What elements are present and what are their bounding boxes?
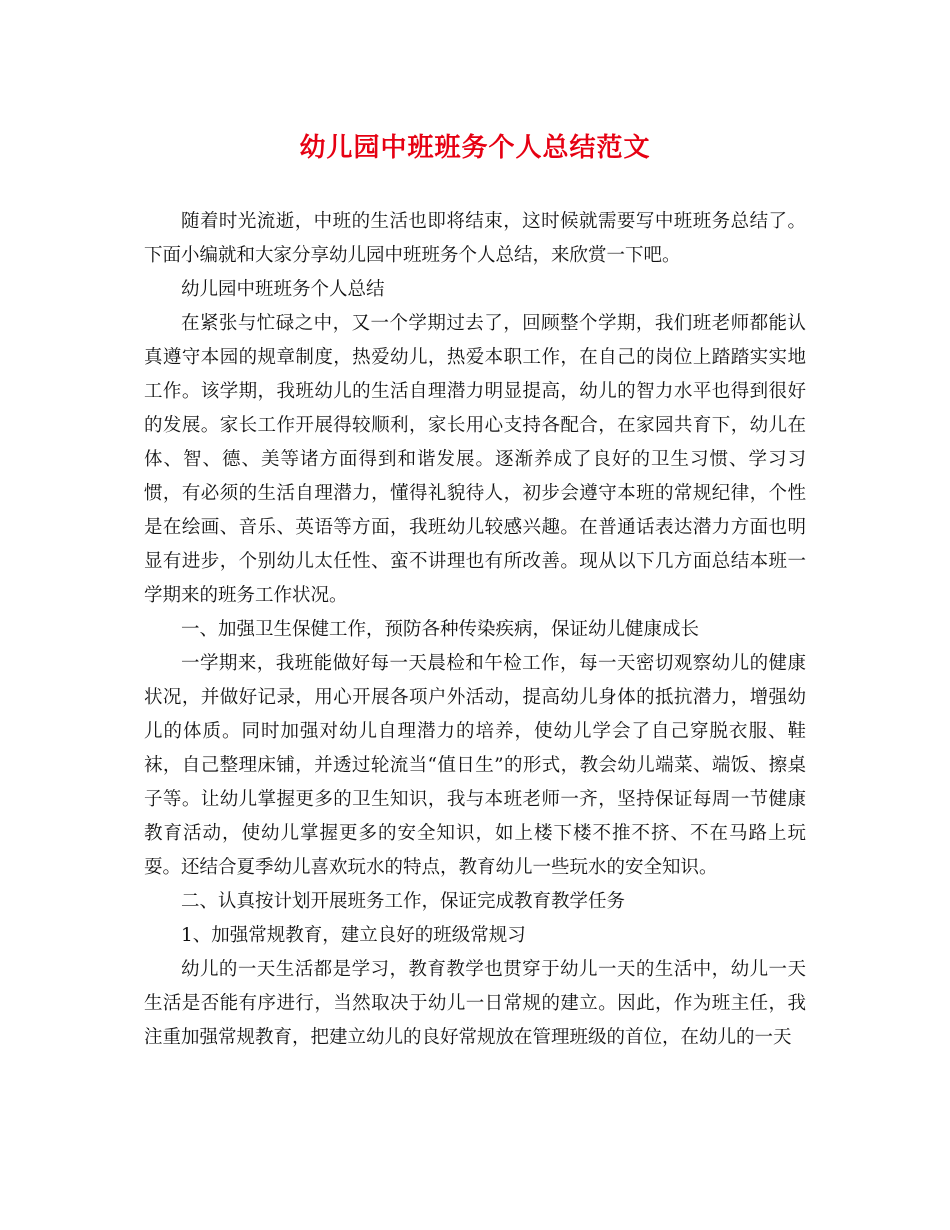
paragraph-routine: 幼儿的一天生活都是学习，教育教学也贯穿于幼儿一天的生活中，幼儿一天生活是否能有序进行，当然取决于幼儿一日常规的建立。因此，作为班主任，我注重加强常规教育，把建立幼儿的良好常规放在管理班级的首位，在幼儿的一天 — [144, 959, 806, 1048]
section-heading-2: 二、认真按计划开展班务工作，保证完成教育教学任务 — [181, 891, 626, 912]
paragraph-overview: 在紧张与忙碌之中，又一个学期过去了，回顾整个学期，我们班老师都能认真遵守本园的规章制度，热爱幼儿，热爱本职工作，在自己的岗位上踏踏实实地工作。该学期，我班幼儿的生活自理潜力明显提高，幼儿的智力水平也得到很好的发展。家长工作开展得较顺利，家长用心支持各配合，在家园共育下，幼儿在体、智、德、美等诸方面得到和谐发展。逐渐养成了良好的卫生习惯、学习习惯，有必须的生活自理潜力，懂得礼貌待人，初步会遵守本班的常规纪律，个性是在绘画、音乐、英语等方面，我班幼儿较感兴趣。在普通话表达潜力方面也明显有进步，个别幼儿太任性、蛮不讲理也有所改善。现从以下几方面总结本班一学期来的班务工作状况。 — [144, 313, 806, 606]
paragraph-intro: 随着时光流逝，中班的生活也即将结束，这时候就需要写中班班务总结了。下面小编就和大家分享幼儿园中班班务个人总结，来欣赏一下吧。 — [144, 211, 806, 266]
subsection-heading-1: 1、加强常规教育，建立良好的班级常规习 — [181, 925, 526, 946]
paragraph-health: 一学期来，我班能做好每一天晨检和午检工作，每一天密切观察幼儿的健康状况，并做好记录，用心开展各项户外活动，提高幼儿身体的抵抗潜力，增强幼儿的体质。同时加强对幼儿自理潜力的培养，使幼儿学会了自己穿脱衣服、鞋袜，自己整理床铺，并透过轮流当“值日生”的形式，教会幼儿端菜、端饭、擦桌子等。让幼儿掌握更多的卫生知识，我与本班老师一齐，坚持保证每周一节健康教育活动，使幼儿掌握更多的安全知识，如上楼下楼不推不挤、不在马路上玩耍。还结合夏季幼儿喜欢玩水的特点，教育幼儿一些玩水的安全知识。 — [144, 653, 806, 878]
paragraph-subtitle: 幼儿园中班班务个人总结 — [181, 279, 385, 300]
document-body — [144, 205, 806, 1055]
page-title: 幼儿园中班班务个人总结范文 — [299, 133, 651, 163]
section-heading-1: 一、加强卫生保健工作，预防各种传染疾病，保证幼儿健康成长 — [181, 619, 700, 640]
